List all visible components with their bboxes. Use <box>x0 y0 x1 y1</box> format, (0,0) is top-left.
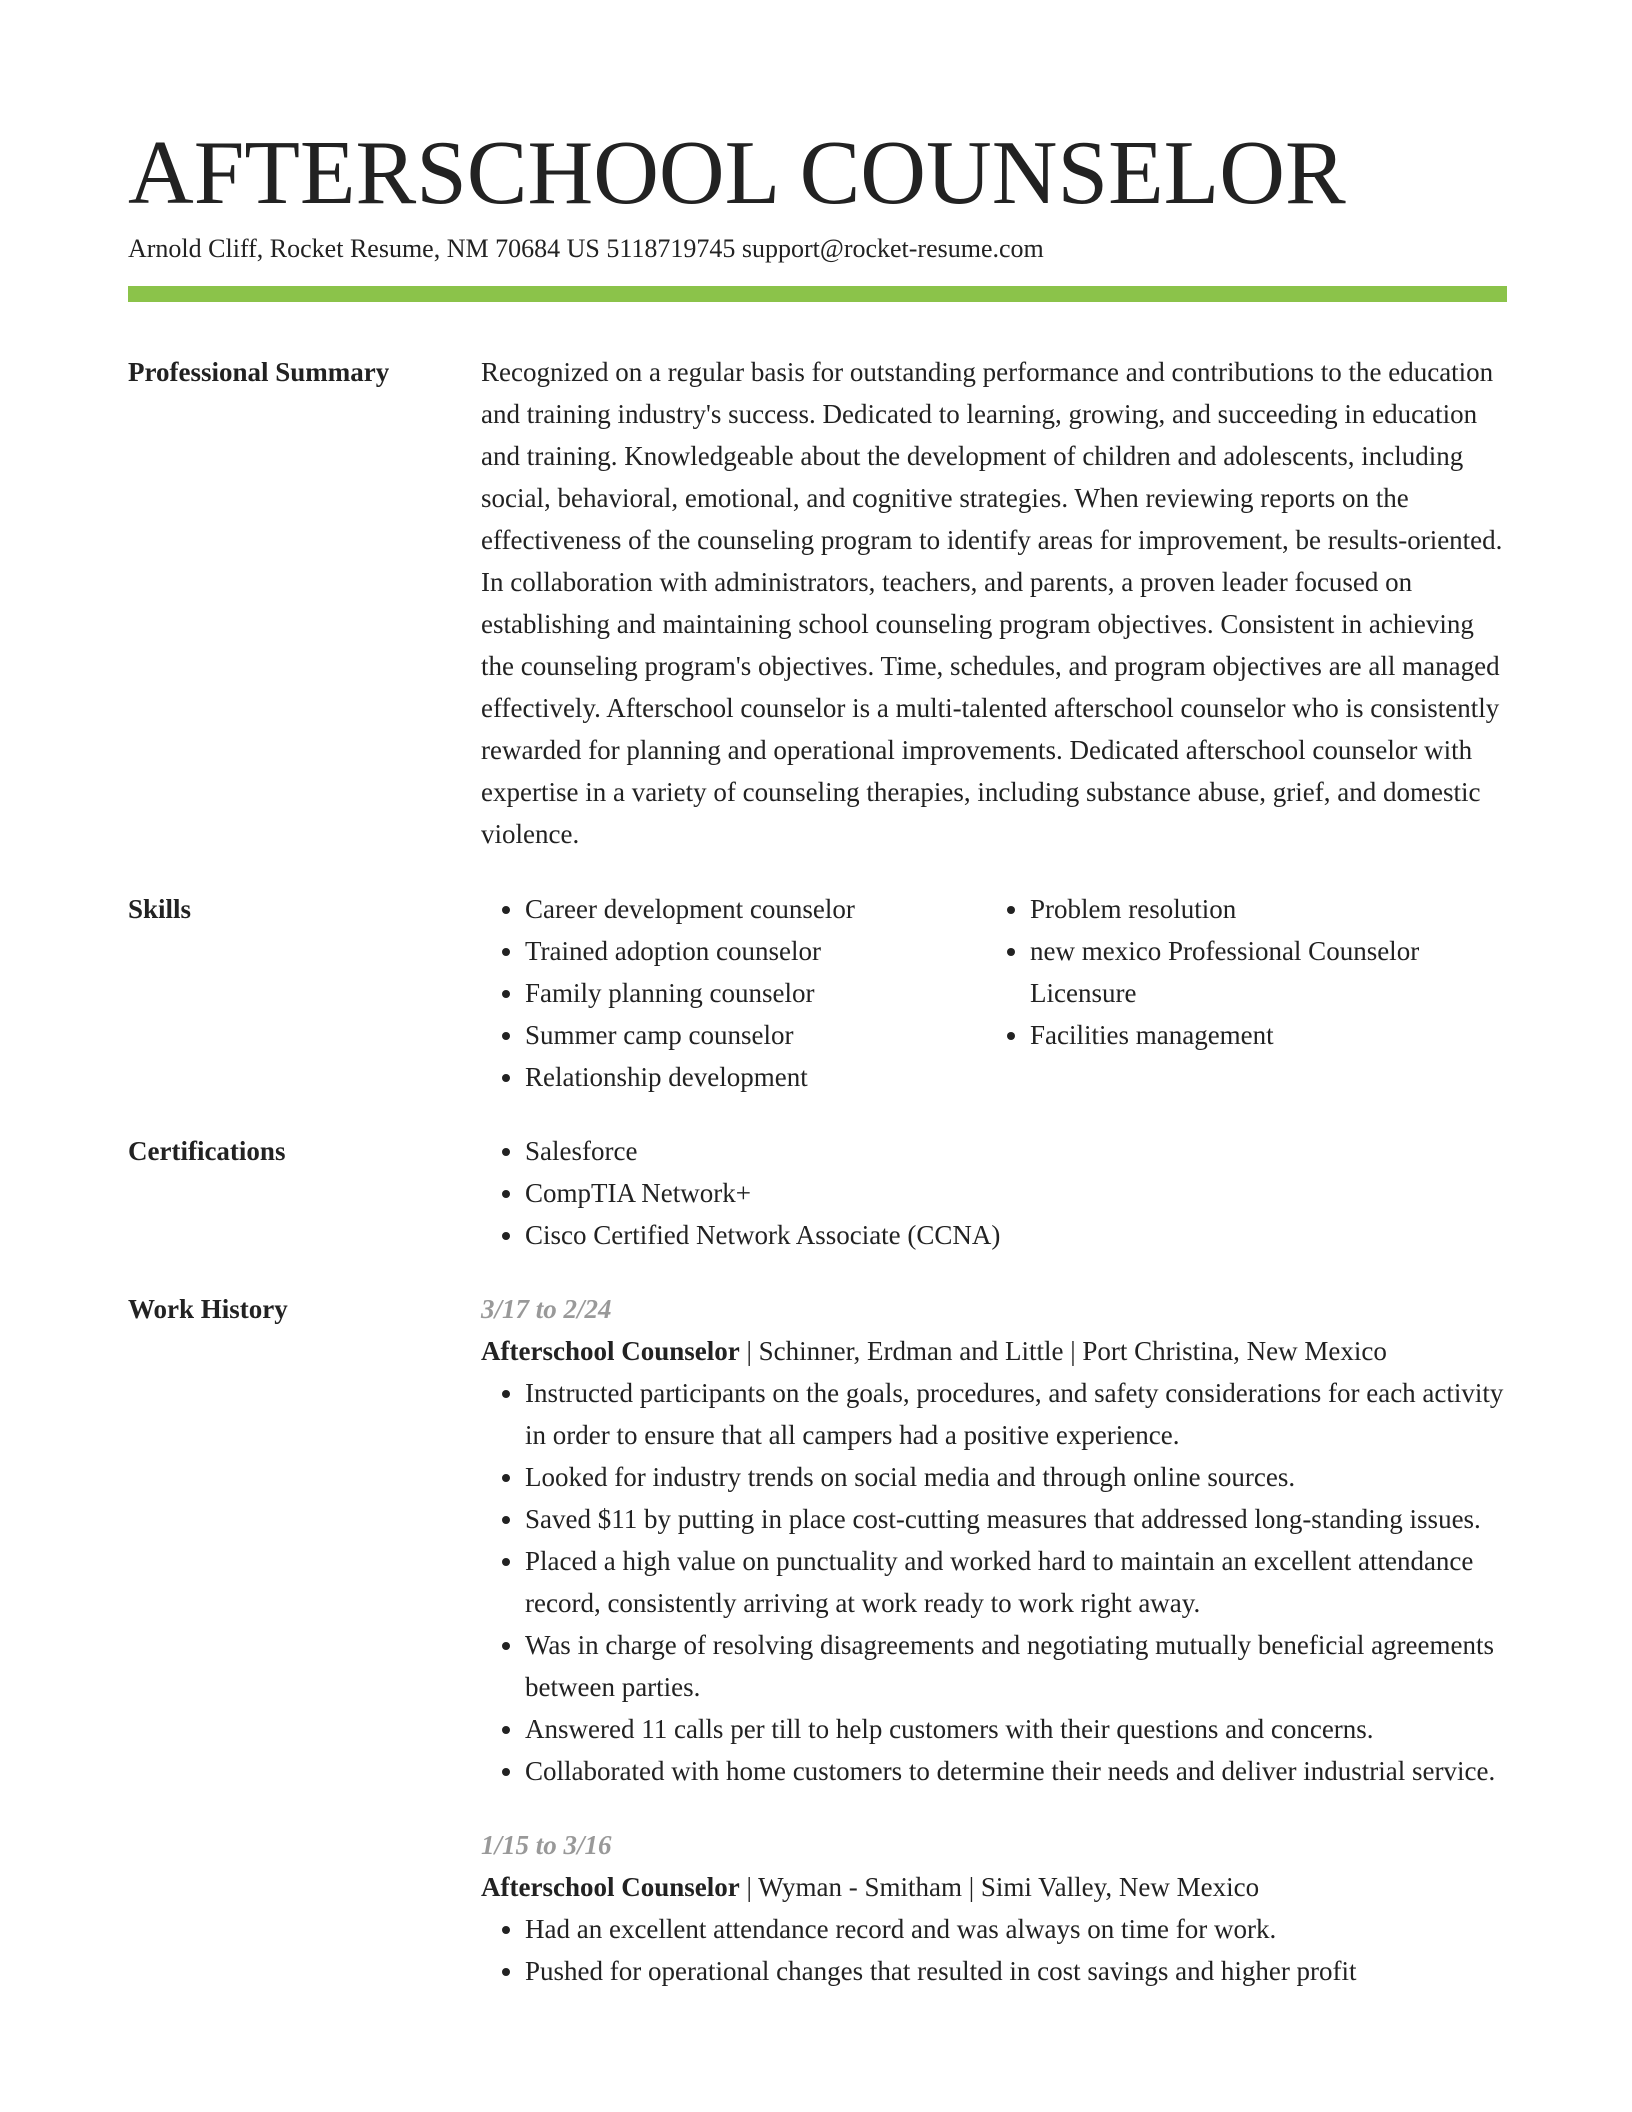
accent-divider <box>128 286 1507 302</box>
job-bullet: • Was in charge of resolving disagreements and negotiating mutually beneficial agreements between parties. <box>525 1624 1507 1708</box>
job-bullets <box>481 1908 1507 1992</box>
job-bullet: • Looked for industry trends on social media and through online sources. <box>525 1456 1507 1498</box>
skill-item: • Facilities management <box>1030 1014 1507 1056</box>
job-heading <box>481 1330 1507 1372</box>
job-date: 3/17 to 2/24 <box>481 1294 612 1324</box>
certification-item: • CompTIA Network+ <box>525 1172 1507 1214</box>
job-entry <box>481 1288 1507 1792</box>
skill-item: • new mexico Professional Counselor Licensure <box>1030 930 1507 1014</box>
job-bullet: • Answered 11 calls per till to help customers with their questions and concerns. <box>525 1708 1507 1750</box>
job-bullet: • Had an excellent attendance record and was always on time for work. <box>525 1908 1507 1950</box>
skills-columns <box>481 888 1507 1098</box>
job-details: | Wyman - Smitham | Simi Valley, New Mexico <box>739 1872 1260 1902</box>
job-bullet: • Instructed participants on the goals, procedures, and safety considerations for each activity in order to ensure that all campers had a positive experience. <box>525 1372 1507 1456</box>
skill-item: • Trained adoption counselor <box>525 930 986 972</box>
job-bullet: • Pushed for operational changes that resulted in cost savings and higher profit <box>525 1950 1507 1992</box>
job-entry <box>481 1824 1507 1992</box>
skills-list-right <box>986 888 1507 1098</box>
job-title: Afterschool Counselor <box>481 1872 740 1902</box>
skills-list-left <box>481 888 986 1098</box>
certifications-body <box>481 1130 1507 1256</box>
skills-heading: Skills <box>128 894 192 924</box>
skill-item: • Relationship development <box>525 1056 986 1098</box>
job-date: 1/15 to 3/16 <box>481 1830 612 1860</box>
job-bullets <box>481 1372 1507 1792</box>
job-bullet: • Saved $11 by putting in place cost-cutting measures that addressed long-standing issues. <box>525 1498 1507 1540</box>
summary-text: Recognized on a regular basis for outstanding performance and contributions to the education and training industry's success. Dedicated to learning, growing, and succeeding in education and training. Knowledgeable about the development of children and adolescents, including social, behavioral, emotional, and cognitive strategies. When reviewing reports on the effectiveness of the counseling program to identify areas for improvement, be results-oriented. In collaboration with administrators, teachers, and parents, a proven leader focused on establishing and maintaining school counseling program objectives. Consistent in achieving the counseling program's objectives. Time, schedules, and program objectives are all managed effectively. Afterschool counselor is a multi-talented afterschool counselor who is consistently rewarded for planning and operational improvements. Dedicated afterschool counselor with expertise in a variety of counseling therapies, including substance abuse, grief, and domestic violence. <box>481 357 1503 849</box>
job-bullet: • Collaborated with home customers to determine their needs and deliver industrial service. <box>525 1750 1507 1792</box>
skill-item: • Career development counselor <box>525 888 986 930</box>
summary-body <box>481 351 1507 855</box>
work-body <box>481 1288 1507 1992</box>
job-bullet: • Placed a high value on punctuality and worked hard to maintain an excellent attendance record, consistently arriving at work ready to work right away. <box>525 1540 1507 1624</box>
certifications-heading: Certifications <box>128 1136 286 1166</box>
certifications-list <box>481 1130 1507 1256</box>
skill-item: • Problem resolution <box>1030 888 1507 930</box>
summary-heading: Professional Summary <box>128 357 390 387</box>
work-heading: Work History <box>128 1294 288 1324</box>
resume-title: AFTERSCHOOL COUNSELOR <box>128 122 1346 223</box>
skill-item: • Family planning counselor <box>525 972 986 1014</box>
certification-item: • Salesforce <box>525 1130 1507 1172</box>
skill-item: • Summer camp counselor <box>525 1014 986 1056</box>
job-details: | Schinner, Erdman and Little | Port Christina, New Mexico <box>739 1336 1387 1366</box>
skills-body <box>481 888 1507 1098</box>
job-title: Afterschool Counselor <box>481 1336 740 1366</box>
contact-line: Arnold Cliff, Rocket Resume, NM 70684 US 5118719745 support@rocket-resume.com <box>128 234 1044 263</box>
certification-item: • Cisco Certified Network Associate (CCNA) <box>525 1214 1507 1256</box>
job-heading <box>481 1866 1507 1908</box>
